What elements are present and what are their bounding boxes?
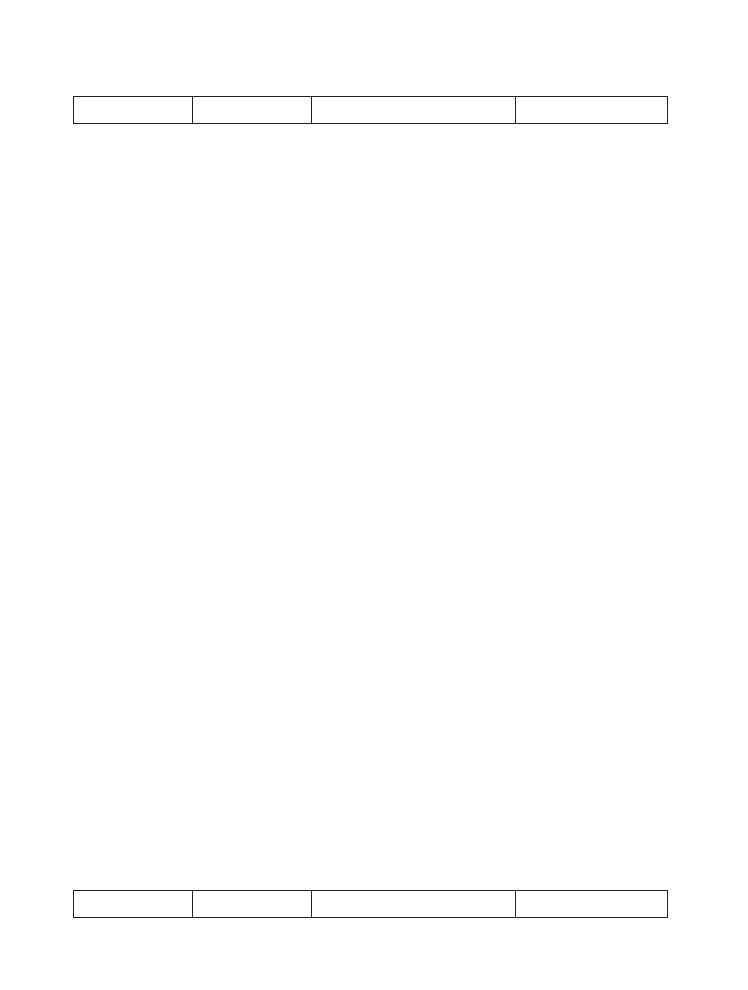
table-header-row [74, 97, 668, 124]
col-nom [516, 891, 668, 918]
col-departement [193, 891, 312, 918]
col-region [74, 97, 193, 124]
col-departement [193, 97, 312, 124]
table-header-row [74, 891, 668, 918]
col-etablissement [312, 97, 516, 124]
page-header [72, 47, 670, 63]
appointments-table [73, 96, 668, 124]
col-nom [516, 97, 668, 124]
biology-table [73, 890, 668, 918]
col-etablissement [312, 891, 516, 918]
col-region [74, 891, 193, 918]
